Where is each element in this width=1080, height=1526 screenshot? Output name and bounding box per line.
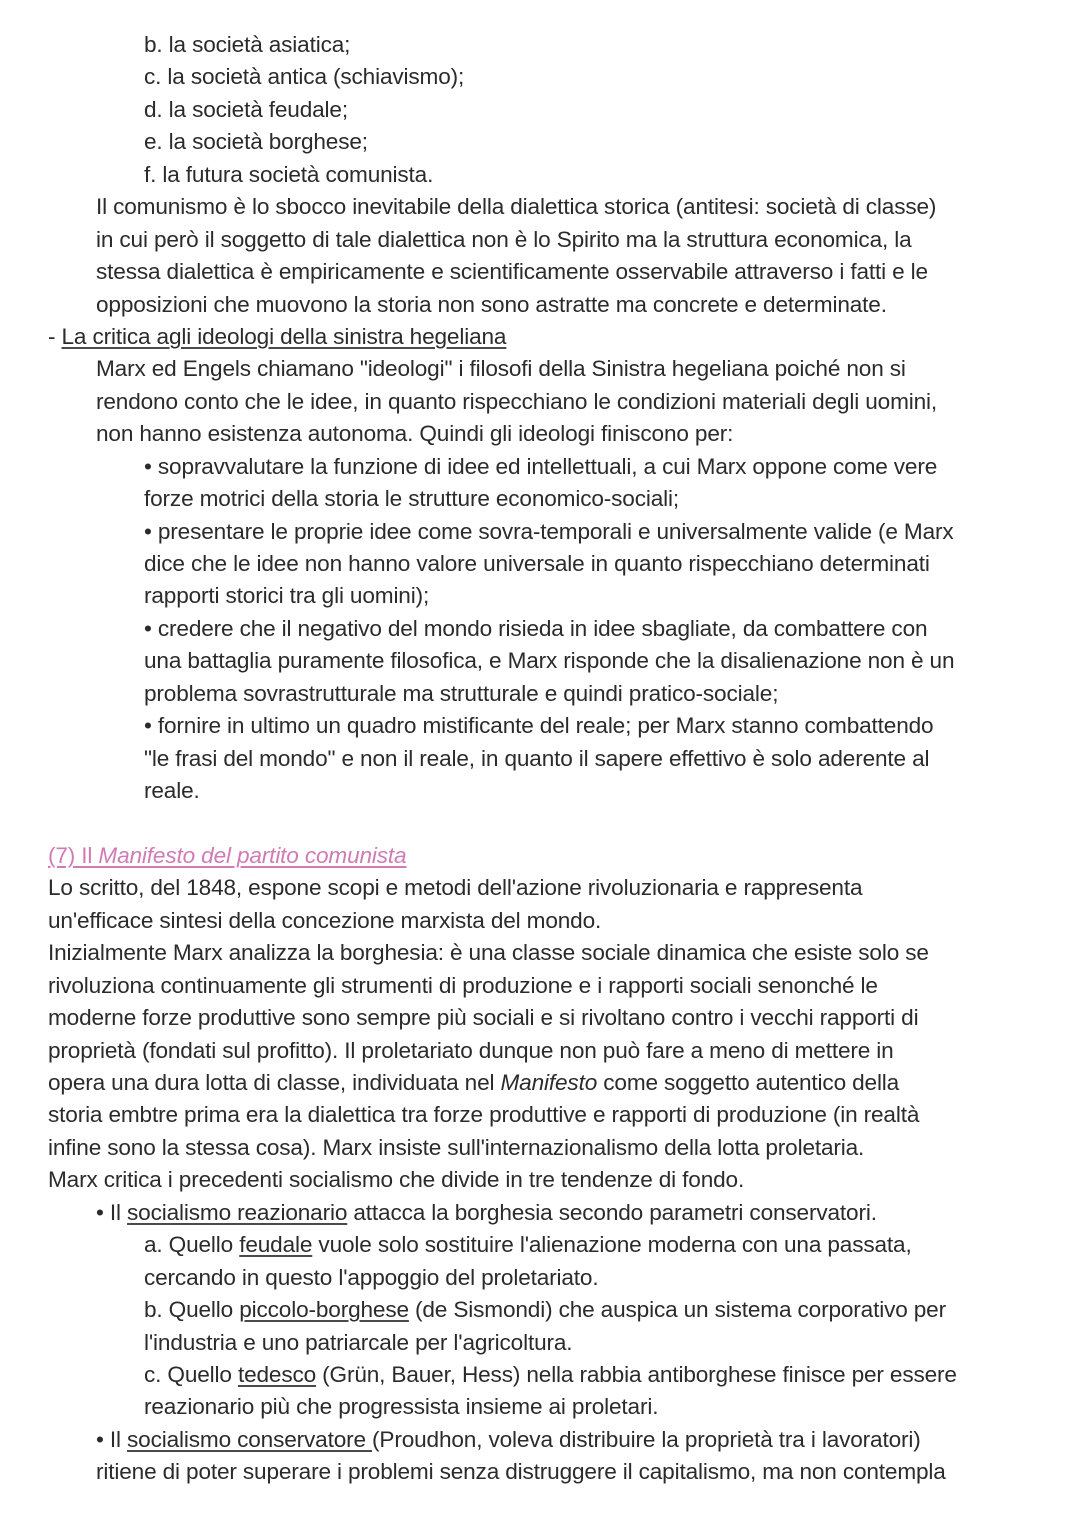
bullet-line: • sopravvalutare la funzione di idee ed intellettuali, a cui Marx oppone come vere [144, 453, 938, 479]
bullet-line: rapporti storici tra gli uomini); [144, 583, 430, 609]
paragraph-line: in cui però il soggetto di tale dialettica non è lo Spirito ma la struttura economica, la [96, 226, 912, 252]
heading-prefix: (7) Il [48, 842, 99, 868]
text-run: a. Quello [144, 1232, 240, 1258]
text-run: c. Quello [144, 1361, 238, 1387]
bullet-line-conservative [0, 1424, 1080, 1456]
section-subheading [0, 321, 1080, 353]
communism-paragraph [0, 191, 1080, 321]
bullet-line-reactionary [0, 1197, 1080, 1229]
paragraph-line: Marx ed Engels chiamano "ideologi" i filosofi della Sinistra hegeliana poiché non si [96, 356, 906, 382]
list-item: f. la futura società comunista. [144, 161, 434, 187]
bullet-line: • presentare le proprie idee come sovra-temporali e universalmente valide (e Marx [144, 518, 954, 544]
bullet-marker: • Il [96, 1199, 128, 1225]
list-item: d. la società feudale; [144, 96, 348, 122]
manifesto-section [0, 840, 1080, 1489]
paragraph-line: proprietà (fondati sul profitto). Il proletariato dunque non può fare a meno di mettere in [48, 1037, 894, 1063]
paragraph-line: non hanno esistenza autonoma. Quindi gli ideologi finiscono per: [96, 421, 734, 447]
paragraph-line: Inizialmente Marx analizza la borghesia: è una classe sociale dinamica che esiste solo se [48, 940, 929, 966]
bullet-line: • fornire in ultimo un quadro mistificante del reale; per Marx stanno combattendo [144, 713, 934, 739]
paragraph-line: ritiene di poter superare i problemi senza distruggere il capitalismo, ma non contempla [96, 1459, 946, 1485]
bullet-line: "le frasi del mondo" e non il reale, in quanto il sapere effettivo è solo aderente al [144, 745, 930, 771]
paragraph-line: Lo scritto, del 1848, espone scopi e metodi dell'azione rivoluzionaria e rappresenta [48, 875, 863, 901]
text-run: come soggetto autentico della [597, 1070, 900, 1095]
paragraph-line: rendono conto che le idee, in quanto rispecchiano le condizioni materiali degli uomini, [96, 388, 938, 414]
sub-item-cont: cercando in questo l'appoggio del proletariato. [144, 1264, 599, 1290]
bullet-marker: • Il [96, 1426, 128, 1452]
sub-item-feudal [0, 1229, 1080, 1261]
list-item: c. la società antica (schiavismo); [144, 64, 465, 90]
heading-title-italic: Manifesto del partito comunista [98, 842, 407, 868]
bullet-line: problema sovrastrutturale ma strutturale e quindi pratico-sociale; [144, 680, 779, 706]
text-run: vuole solo sostituire l'alienazione moderna con una passata, [312, 1232, 912, 1258]
heading-text [48, 843, 406, 868]
bullet-line: • credere che il negativo del mondo risieda in idee sbagliate, da combattere con [144, 615, 928, 641]
paragraph-line: storia embtre prima era la dialettica tra forze produttive e rapporti di produzione (in realtà [48, 1102, 920, 1128]
paragraph-line [0, 1067, 1080, 1099]
bullet-line: forze motrici della storia le strutture economico-sociali; [144, 486, 680, 512]
dash-marker: - [48, 323, 62, 349]
list-item: b. la società asiatica; [144, 32, 351, 57]
bullet-line: dice che le idee non hanno valore universale in quanto rispecchiano determinati [144, 551, 930, 576]
underlined-term: socialismo conservatore [127, 1426, 373, 1452]
paragraph-line: Marx critica i precedenti socialismo che divide in tre tendenze di fondo. [48, 1167, 745, 1193]
bullet-line: una battaglia puramente filosofica, e Marx risponde che la disalienazione non è un [144, 648, 955, 674]
paragraph-line: stessa dialettica è empiricamente e scientificamente osservabile attraverso i fatti e le [96, 259, 928, 285]
paragraph-line: un'efficace sintesi della concezione marxista del mondo. [48, 907, 602, 933]
critique-section [0, 321, 1080, 808]
paragraph-line: Il comunismo è lo sbocco inevitabile della dialettica storica (antitesi: società di classe) [96, 194, 937, 220]
underlined-term: tedesco [237, 1361, 317, 1387]
text-run: b. Quello [144, 1297, 240, 1323]
text-run: (de Sismondi) che auspica un sistema corporativo per [408, 1297, 946, 1323]
text-run: (Grün, Bauer, Hess) nella rabbia antiborghese finisce per essere [316, 1361, 957, 1387]
section-heading [0, 840, 1080, 872]
blank-line [0, 808, 1080, 840]
subheading-title: La critica agli ideologi della sinistra hegeliana [61, 323, 507, 349]
sub-item-petty-bourgeois [0, 1294, 1080, 1326]
text-run: (Proudhon, voleva distribuire la proprietà tra i lavoratori) [372, 1426, 921, 1452]
sub-item-cont: l'industria e uno patriarcale per l'agricoltura. [144, 1329, 573, 1355]
underlined-term: socialismo reazionario [127, 1199, 348, 1225]
paragraph-line: opposizioni che muovono la storia non sono astratte ma concrete e determinate. [96, 291, 887, 317]
bullet-line: reale. [144, 778, 200, 804]
paragraph-line: rivoluziona continuamente gli strumenti di produzione e i rapporti sociali senonché le [48, 972, 878, 998]
underlined-term: feudale [239, 1232, 313, 1258]
sub-item-german [0, 1359, 1080, 1391]
paragraph-line: moderne forze produttive sono sempre più sociali e si rivoltano contro i vecchi rapporti di [48, 1005, 919, 1031]
underlined-term: piccolo-borghese [239, 1297, 409, 1323]
italic-title: Manifesto [500, 1070, 598, 1095]
sub-item-cont: reazionario più che progressista insieme ai proletari. [144, 1394, 659, 1420]
list-item: e. la società borghese; [144, 129, 368, 155]
societies-list [0, 29, 1080, 191]
document-page [0, 29, 1080, 1489]
paragraph-line: infine sono la stessa cosa). Marx insiste sull'internazionalismo della lotta proletaria. [48, 1134, 865, 1160]
text-run: opera una dura lotta di classe, individuata nel [48, 1070, 501, 1095]
text-run: attacca la borghesia secondo parametri conservatori. [347, 1199, 877, 1225]
